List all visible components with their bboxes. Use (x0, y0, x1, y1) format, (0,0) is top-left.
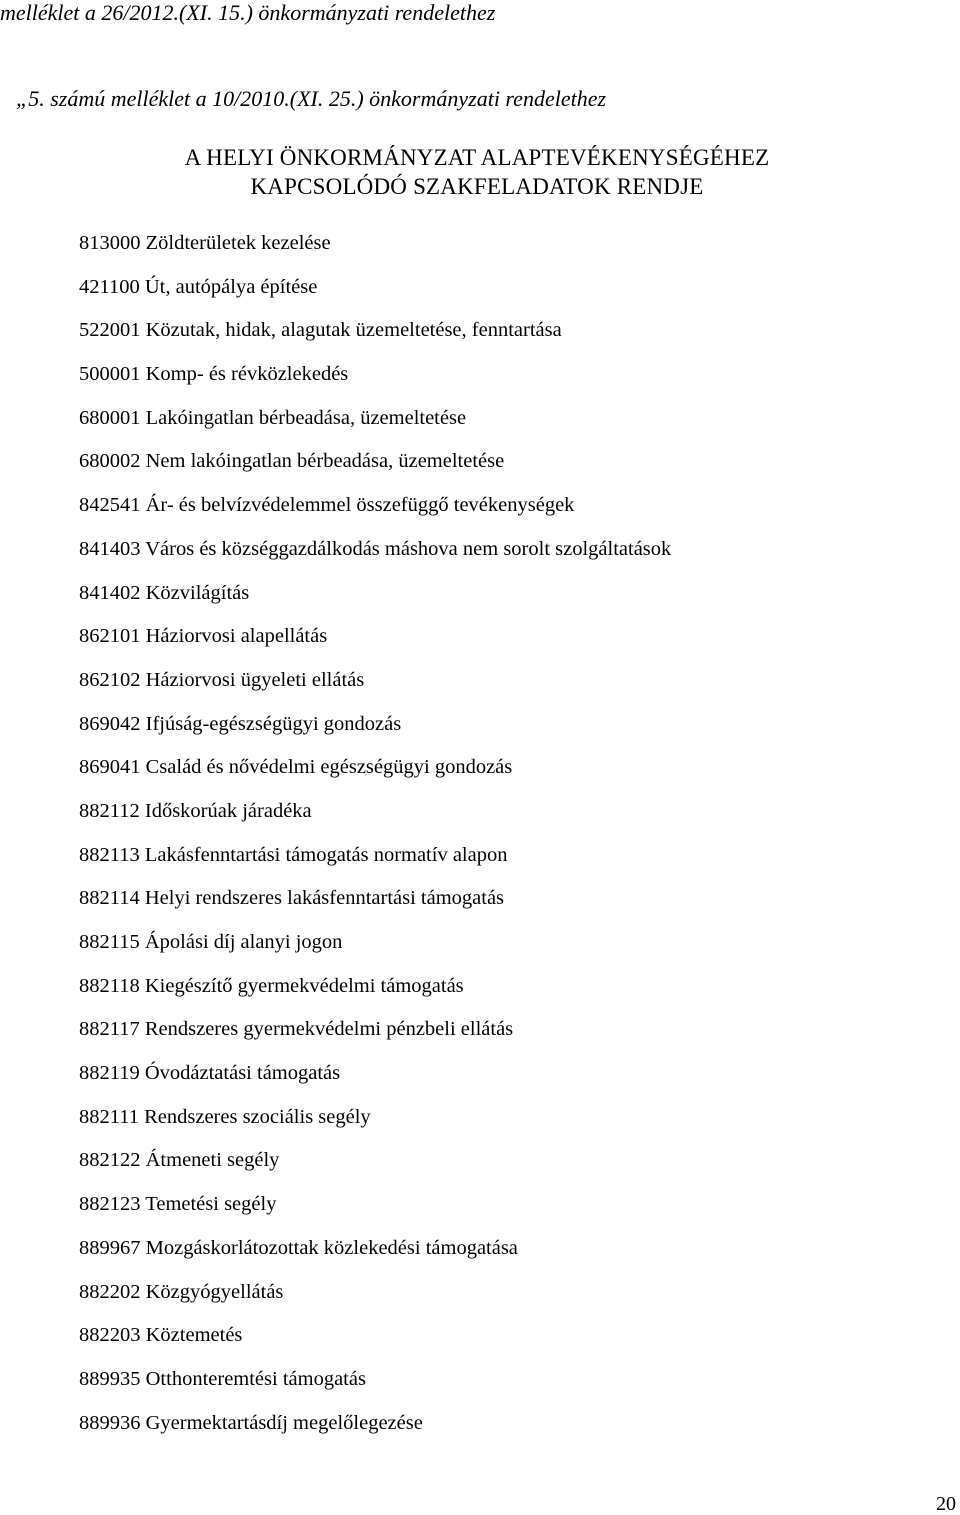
list-item: 500001 Komp- és révközlekedés (79, 363, 349, 386)
list-item: 882114 Helyi rendszeres lakásfenntartási támogatás (79, 887, 505, 910)
list-item: 889935 Otthonteremtési támogatás (79, 1367, 366, 1390)
list-item: 869042 Ifjúság-egészségügyi gondozás (79, 712, 402, 735)
page-number: 20 (936, 1493, 956, 1515)
list-item: 882123 Temetési segély (79, 1193, 277, 1216)
document-title-line-1: A HELYI ÖNKORMÁNYZAT ALAPTEVÉKENYSÉGÉHEZ (184, 145, 770, 170)
list-item: 522001 Közutak, hidak, alagutak üzemeltetése, fenntartása (79, 319, 562, 342)
list-item: 680001 Lakóingatlan bérbeadása, üzemeltetése (79, 406, 467, 429)
list-item: 841402 Közvilágítás (79, 581, 250, 604)
annex-reference: melléklet a 26/2012.(XI. 15.) önkormányzati rendelethez (0, 0, 496, 25)
list-item: 882203 Köztemetés (79, 1324, 243, 1347)
annex-sub-reference: „5. számú melléklet a 10/2010.(XI. 25.) önkormányzati rendelethez (16, 86, 607, 111)
list-item: 882122 Átmeneti segély (79, 1149, 280, 1172)
list-item: 882118 Kiegészítő gyermekvédelmi támogatás (79, 974, 464, 997)
list-item: 889936 Gyermektartásdíj megelőlegezése (79, 1411, 423, 1434)
list-item: 882119 Óvodáztatási támogatás (79, 1062, 341, 1085)
document-title-line-2: KAPCSOLÓDÓ SZAKFELADATOK RENDJE (250, 174, 704, 199)
list-item: 882202 Közgyógyellátás (79, 1280, 284, 1303)
list-item: 813000 Zöldterületek kezelése (79, 232, 331, 254)
list-item: 862101 Háziorvosi alapellátás (79, 625, 328, 648)
task-list (79, 229, 671, 1452)
list-item: 882111 Rendszeres szociális segély (79, 1105, 371, 1128)
list-item: 842541 Ár- és belvízvédelemmel összefüggő tevékenységek (79, 494, 575, 517)
list-item: 869041 Család és nővédelmi egészségügyi gondozás (79, 756, 513, 779)
list-item: 882112 Időskorúak járadéka (79, 799, 312, 822)
list-item: 882117 Rendszeres gyermekvédelmi pénzbeli ellátás (79, 1018, 514, 1041)
list-item: 841403 Város és községgazdálkodás máshova nem sorolt szolgáltatások (79, 537, 672, 560)
list-item: 421100 Út, autópálya építése (79, 275, 318, 298)
list-item: 882115 Ápolási díj alanyi jogon (79, 931, 343, 953)
list-item: 882113 Lakásfenntartási támogatás normatív alapon (79, 843, 508, 866)
list-item: 680002 Nem lakóingatlan bérbeadása, üzemeltetése (79, 450, 505, 473)
list-item: 862102 Háziorvosi ügyeleti ellátás (79, 668, 365, 691)
list-item: 889967 Mozgáskorlátozottak közlekedési támogatása (79, 1236, 518, 1259)
